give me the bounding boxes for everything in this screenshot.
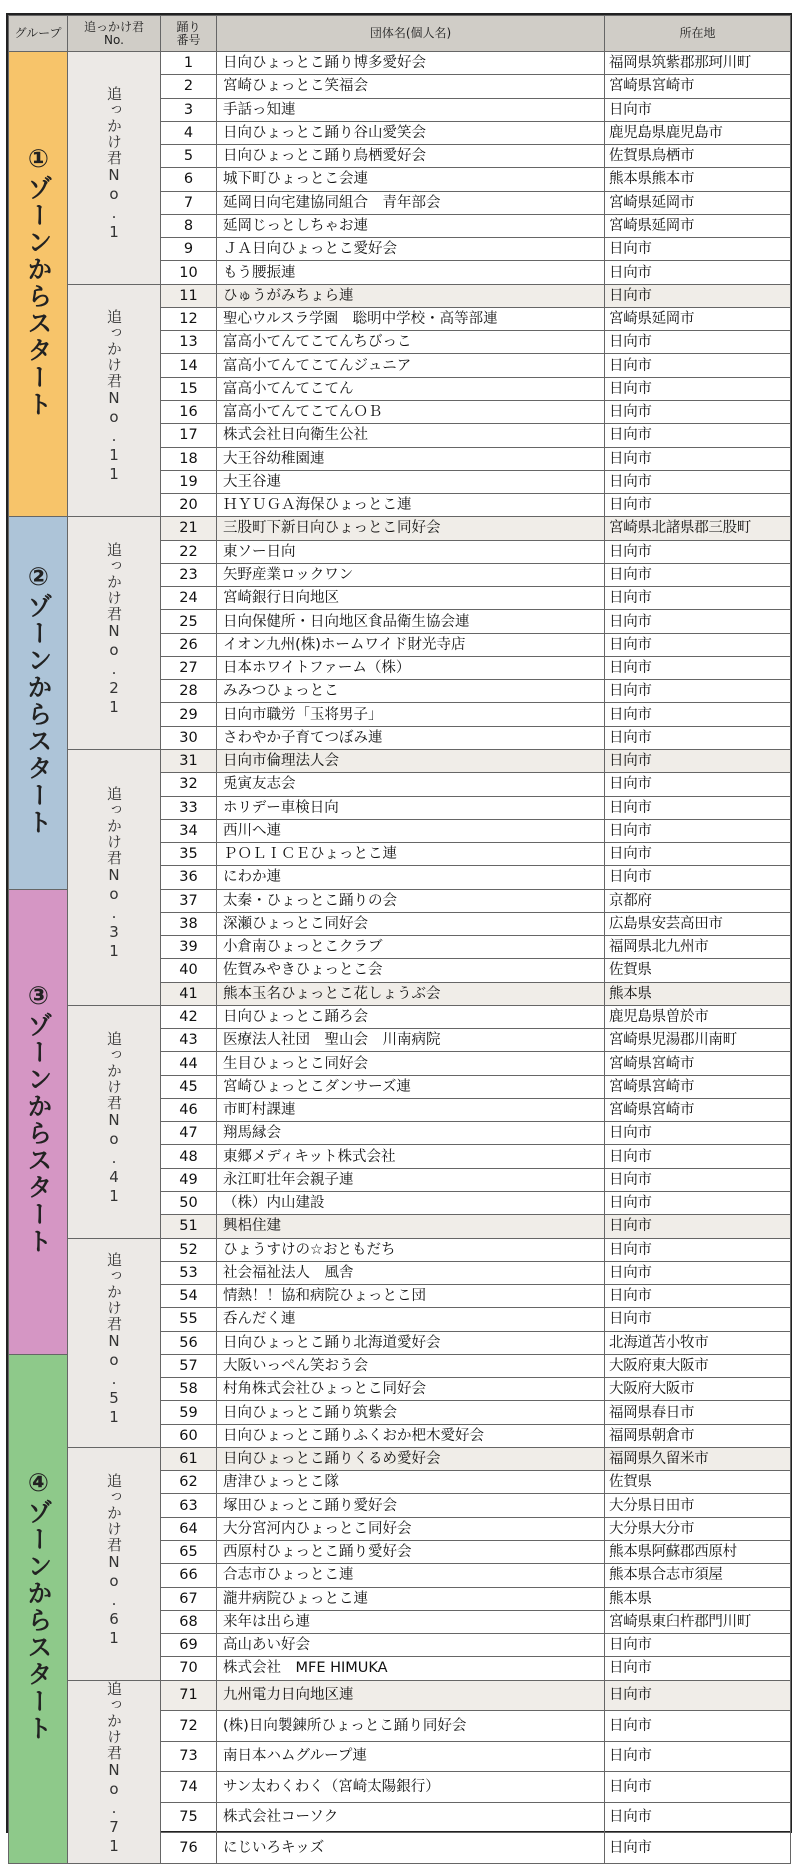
odori-number: 53	[161, 1261, 217, 1284]
team-name: 大王谷連	[217, 470, 605, 493]
table-body	[9, 52, 791, 1864]
team-name: にじいろキッズ	[217, 1833, 605, 1864]
location: 日向市	[605, 749, 791, 772]
team-name: さわやか子育てつぼみ連	[217, 726, 605, 749]
odori-number: 17	[161, 424, 217, 447]
location: 熊本県熊本市	[605, 168, 791, 191]
location: 宮崎県児湯郡川南町	[605, 1029, 791, 1052]
participant-table-frame	[6, 13, 792, 1856]
zone-label: ②ゾーンからスタート	[24, 562, 53, 837]
team-name: 富高小てんてこてんＯＢ	[217, 400, 605, 423]
odori-number: 18	[161, 447, 217, 470]
team-name: 日向市職労「玉将男子」	[217, 703, 605, 726]
team-name: にわか連	[217, 866, 605, 889]
team-name: ＪＡ日向ひょっとこ愛好会	[217, 238, 605, 261]
location: 日向市	[605, 1308, 791, 1331]
odori-number: 28	[161, 680, 217, 703]
team-name: 日向ひょっとこ踊りくるめ愛好会	[217, 1447, 605, 1470]
location: 北海道苫小牧市	[605, 1331, 791, 1354]
odori-number: 26	[161, 633, 217, 656]
team-name: 永江町壮年会親子連	[217, 1168, 605, 1191]
location: 日向市	[605, 587, 791, 610]
location: 日向市	[605, 819, 791, 842]
location: 日向市	[605, 98, 791, 121]
team-name: ＨＹＵＧＡ海保ひょっとこ連	[217, 494, 605, 517]
team-name: 宮崎銀行日向地区	[217, 587, 605, 610]
odori-number: 55	[161, 1308, 217, 1331]
team-name: (株)日向製錬所ひょっとこ踊り同好会	[217, 1711, 605, 1742]
location: 鹿児島県曽於市	[605, 1005, 791, 1028]
odori-number: 35	[161, 843, 217, 866]
location: 宮崎県延岡市	[605, 307, 791, 330]
odori-number: 45	[161, 1075, 217, 1098]
table-row	[9, 749, 791, 772]
team-name: 矢野産業ロックワン	[217, 563, 605, 586]
location: 宮崎県延岡市	[605, 191, 791, 214]
odori-number: 59	[161, 1401, 217, 1424]
zone-group-cell	[9, 889, 68, 1354]
team-name: 日向ひょっとこ踊ろ会	[217, 1005, 605, 1028]
odori-number: 25	[161, 610, 217, 633]
team-name: 太秦・ひょっとこ踊りの会	[217, 889, 605, 912]
location: 大分県大分市	[605, 1517, 791, 1540]
location: 日向市	[605, 796, 791, 819]
odori-number: 65	[161, 1541, 217, 1564]
zone-label: ③ゾーンからスタート	[24, 981, 53, 1256]
location: 宮崎県宮崎市	[605, 1052, 791, 1075]
location: 日向市	[605, 284, 791, 307]
location: 日向市	[605, 563, 791, 586]
team-name: 村角株式会社ひょっとこ同好会	[217, 1378, 605, 1401]
zone-group-cell	[9, 52, 68, 517]
oikake-label: 追っかけ君No.31	[105, 786, 123, 962]
odori-number: 2	[161, 75, 217, 98]
oikake-label: 追っかけ君No.1	[105, 86, 123, 243]
location: 日向市	[605, 1711, 791, 1742]
odori-number: 33	[161, 796, 217, 819]
location: 福岡県筑紫郡那珂川町	[605, 52, 791, 75]
odori-number: 47	[161, 1122, 217, 1145]
odori-number: 51	[161, 1215, 217, 1238]
odori-number: 40	[161, 959, 217, 982]
odori-number: 23	[161, 563, 217, 586]
location: 佐賀県鳥栖市	[605, 145, 791, 168]
team-name: 富高小てんてこてんちびっこ	[217, 331, 605, 354]
team-name: 日向ひょっとこ踊り鳥栖愛好会	[217, 145, 605, 168]
team-name: （株）内山建設	[217, 1192, 605, 1215]
odori-number: 34	[161, 819, 217, 842]
team-name: 深瀬ひょっとこ同好会	[217, 912, 605, 935]
location: 日向市	[605, 1833, 791, 1864]
team-name: 三股町下新日向ひょっとこ同好会	[217, 517, 605, 540]
oikake-label: 追っかけ君No.41	[105, 1030, 123, 1206]
team-name: ＰＯＬＩＣＥひょっとこ連	[217, 843, 605, 866]
odori-number: 68	[161, 1610, 217, 1633]
team-name: 聖心ウルスラ学園 聡明中学校・高等部連	[217, 307, 605, 330]
odori-number: 39	[161, 936, 217, 959]
odori-number: 13	[161, 331, 217, 354]
team-name: 宮崎ひょっとこダンサーズ連	[217, 1075, 605, 1098]
odori-number: 8	[161, 214, 217, 237]
team-name: 南日本ハムグループ連	[217, 1741, 605, 1772]
header-location: 所在地	[605, 16, 791, 52]
oikake-label: 追っかけ君No.71	[105, 1680, 123, 1856]
odori-number: 16	[161, 400, 217, 423]
location: 熊本県	[605, 982, 791, 1005]
odori-number: 6	[161, 168, 217, 191]
team-name: 生目ひょっとこ同好会	[217, 1052, 605, 1075]
location: 日向市	[605, 470, 791, 493]
team-name: 西原村ひょっとこ踊り愛好会	[217, 1541, 605, 1564]
location: 宮崎県東臼杵郡門川町	[605, 1610, 791, 1633]
team-name: ひゅうがみちょら連	[217, 284, 605, 307]
odori-number: 56	[161, 1331, 217, 1354]
zone-group-cell	[9, 517, 68, 889]
team-name: 市町村課連	[217, 1098, 605, 1121]
odori-number: 75	[161, 1802, 217, 1833]
location: 宮崎県宮崎市	[605, 1098, 791, 1121]
location: 日向市	[605, 1192, 791, 1215]
odori-number: 48	[161, 1145, 217, 1168]
odori-number: 22	[161, 540, 217, 563]
team-name: 東郷メディキット株式会社	[217, 1145, 605, 1168]
location: 日向市	[605, 261, 791, 284]
odori-number: 61	[161, 1447, 217, 1470]
team-name: サン太わくわく（宮崎太陽銀行）	[217, 1772, 605, 1803]
location: 日向市	[605, 1741, 791, 1772]
location: 宮崎県北諸県郡三股町	[605, 517, 791, 540]
team-name: 東ソー日向	[217, 540, 605, 563]
odori-number: 21	[161, 517, 217, 540]
odori-number: 9	[161, 238, 217, 261]
team-name: 株式会社 MFE HIMUKA	[217, 1657, 605, 1680]
team-name: 翔馬縁会	[217, 1122, 605, 1145]
location: 日向市	[605, 726, 791, 749]
odori-number: 4	[161, 121, 217, 144]
location: 日向市	[605, 354, 791, 377]
header-group: グループ	[9, 16, 68, 52]
team-name: 富高小てんてこてん	[217, 377, 605, 400]
team-name: 来年は出ら連	[217, 1610, 605, 1633]
odori-number: 5	[161, 145, 217, 168]
odori-number: 1	[161, 52, 217, 75]
location: 日向市	[605, 610, 791, 633]
table-row	[9, 284, 791, 307]
odori-number: 69	[161, 1634, 217, 1657]
team-name: ホリデー車検日向	[217, 796, 605, 819]
location: 日向市	[605, 540, 791, 563]
location: 大阪府大阪市	[605, 1378, 791, 1401]
team-name: 合志市ひょっとこ連	[217, 1564, 605, 1587]
table-header-row	[9, 16, 791, 52]
table-row	[9, 1005, 791, 1028]
odori-number: 72	[161, 1711, 217, 1742]
location: 日向市	[605, 1261, 791, 1284]
odori-number: 31	[161, 749, 217, 772]
location: 福岡県朝倉市	[605, 1424, 791, 1447]
location: 日向市	[605, 1772, 791, 1803]
odori-number: 44	[161, 1052, 217, 1075]
oikake-group-cell	[68, 284, 161, 517]
odori-number: 74	[161, 1772, 217, 1803]
odori-number: 11	[161, 284, 217, 307]
odori-number: 32	[161, 773, 217, 796]
team-name: 城下町ひょっとこ会連	[217, 168, 605, 191]
location: 日向市	[605, 377, 791, 400]
team-name: 日向保健所・日向地区食品衛生協会連	[217, 610, 605, 633]
team-name: 延岡日向宅建協同組合 青年部会	[217, 191, 605, 214]
location: 佐賀県	[605, 959, 791, 982]
team-name: イオン九州(株)ホームワイド財光寺店	[217, 633, 605, 656]
team-name: 小倉南ひょっとこクラブ	[217, 936, 605, 959]
team-name: 佐賀みやきひょっとこ会	[217, 959, 605, 982]
oikake-group-cell	[68, 52, 161, 285]
odori-number: 58	[161, 1378, 217, 1401]
odori-number: 73	[161, 1741, 217, 1772]
odori-number: 63	[161, 1494, 217, 1517]
team-name: ひょうすけの☆おともだち	[217, 1238, 605, 1261]
odori-number: 30	[161, 726, 217, 749]
team-name: 大王谷幼稚園連	[217, 447, 605, 470]
location: 日向市	[605, 1285, 791, 1308]
table-row	[9, 1680, 791, 1711]
team-name: 高山あい好会	[217, 1634, 605, 1657]
oikake-group-cell	[68, 1447, 161, 1680]
location: 宮崎県宮崎市	[605, 75, 791, 98]
team-name: 社会福祉法人 風舎	[217, 1261, 605, 1284]
odori-number: 12	[161, 307, 217, 330]
location: 日向市	[605, 656, 791, 679]
location: 大阪府東大阪市	[605, 1354, 791, 1377]
odori-number: 20	[161, 494, 217, 517]
location: 日向市	[605, 1680, 791, 1711]
header-team-name: 団体名(個人名)	[217, 16, 605, 52]
zone-label: ④ゾーンからスタート	[24, 1468, 53, 1743]
odori-number: 52	[161, 1238, 217, 1261]
team-name: 唐津ひょっとこ隊	[217, 1471, 605, 1494]
team-name: 宮崎ひょっとこ笑福会	[217, 75, 605, 98]
table-row	[9, 1447, 791, 1470]
team-name: 九州電力日向地区連	[217, 1680, 605, 1711]
location: 日向市	[605, 400, 791, 423]
location: 熊本県阿蘇郡西原村	[605, 1541, 791, 1564]
odori-number: 54	[161, 1285, 217, 1308]
odori-number: 46	[161, 1098, 217, 1121]
team-name: 西川へ連	[217, 819, 605, 842]
oikake-group-cell	[68, 517, 161, 750]
odori-number: 42	[161, 1005, 217, 1028]
table-row	[9, 517, 791, 540]
odori-number: 67	[161, 1587, 217, 1610]
odori-number: 19	[161, 470, 217, 493]
location: 日向市	[605, 1215, 791, 1238]
odori-number: 38	[161, 912, 217, 935]
location: 大分県日田市	[605, 1494, 791, 1517]
location: 熊本県合志市須屋	[605, 1564, 791, 1587]
team-name: 呑んだく連	[217, 1308, 605, 1331]
team-name: 熊本玉名ひょっとこ花しょうぶ会	[217, 982, 605, 1005]
team-name: 塚田ひょっとこ踊り愛好会	[217, 1494, 605, 1517]
location: 熊本県	[605, 1587, 791, 1610]
odori-number: 50	[161, 1192, 217, 1215]
team-name: 手話っ知連	[217, 98, 605, 121]
odori-number: 36	[161, 866, 217, 889]
oikake-group-cell	[68, 1005, 161, 1238]
team-name: 延岡じっとしちゃお連	[217, 214, 605, 237]
team-name: 大阪いっぺん笑おう会	[217, 1354, 605, 1377]
team-name: 興梠住建	[217, 1215, 605, 1238]
location: 日向市	[605, 494, 791, 517]
team-name: 兎寅友志会	[217, 773, 605, 796]
odori-number: 66	[161, 1564, 217, 1587]
location: 日向市	[605, 843, 791, 866]
team-name: 日向ひょっとこ踊りふくおか杷木愛好会	[217, 1424, 605, 1447]
location: 日向市	[605, 331, 791, 354]
odori-number: 60	[161, 1424, 217, 1447]
team-name: 株式会社日向衛生公社	[217, 424, 605, 447]
location: 日向市	[605, 1145, 791, 1168]
team-name: 日向ひょっとこ踊り北海道愛好会	[217, 1331, 605, 1354]
team-name: 医療法人社団 聖山会 川南病院	[217, 1029, 605, 1052]
location: 福岡県春日市	[605, 1401, 791, 1424]
odori-number: 41	[161, 982, 217, 1005]
team-name: 日向市倫理法人会	[217, 749, 605, 772]
header-oikake: 追っかけ君 No.	[68, 16, 161, 52]
team-name: 日本ホワイトファーム（株）	[217, 656, 605, 679]
odori-number: 27	[161, 656, 217, 679]
location: 福岡県久留米市	[605, 1447, 791, 1470]
location: 日向市	[605, 1168, 791, 1191]
team-name: 瀧井病院ひょっとこ連	[217, 1587, 605, 1610]
location: 宮崎県延岡市	[605, 214, 791, 237]
oikake-group-cell	[68, 1680, 161, 1863]
location: 日向市	[605, 633, 791, 656]
odori-number: 64	[161, 1517, 217, 1540]
oikake-label: 追っかけ君No.11	[105, 309, 123, 485]
location: 日向市	[605, 1238, 791, 1261]
odori-number: 76	[161, 1833, 217, 1864]
odori-number: 15	[161, 377, 217, 400]
location: 日向市	[605, 703, 791, 726]
odori-number: 43	[161, 1029, 217, 1052]
location: 京都府	[605, 889, 791, 912]
odori-number: 7	[161, 191, 217, 214]
odori-number: 70	[161, 1657, 217, 1680]
team-name: 株式会社コーソク	[217, 1802, 605, 1833]
location: 日向市	[605, 866, 791, 889]
location: 日向市	[605, 447, 791, 470]
location: 日向市	[605, 424, 791, 447]
odori-number: 29	[161, 703, 217, 726]
odori-number: 57	[161, 1354, 217, 1377]
table-row	[9, 52, 791, 75]
odori-number: 10	[161, 261, 217, 284]
odori-number: 49	[161, 1168, 217, 1191]
odori-number: 37	[161, 889, 217, 912]
participant-table	[8, 15, 791, 1864]
location: 鹿児島県鹿児島市	[605, 121, 791, 144]
team-name: 日向ひょっとこ踊り谷山愛笑会	[217, 121, 605, 144]
location: 日向市	[605, 1634, 791, 1657]
zone-label: ①ゾーンからスタート	[24, 143, 53, 418]
odori-number: 24	[161, 587, 217, 610]
location: 日向市	[605, 1657, 791, 1680]
oikake-group-cell	[68, 1238, 161, 1447]
team-name: 富高小てんてこてんジュニア	[217, 354, 605, 377]
location: 福岡県北九州市	[605, 936, 791, 959]
location: 宮崎県宮崎市	[605, 1075, 791, 1098]
team-name: 大分宮河内ひょっとこ同好会	[217, 1517, 605, 1540]
team-name: 情熱！！協和病院ひょっとこ団	[217, 1285, 605, 1308]
odori-number: 3	[161, 98, 217, 121]
oikake-label: 追っかけ君No.51	[105, 1251, 123, 1427]
team-name: みみつひょっとこ	[217, 680, 605, 703]
odori-number: 14	[161, 354, 217, 377]
location: 日向市	[605, 238, 791, 261]
location: 広島県安芸高田市	[605, 912, 791, 935]
location: 佐賀県	[605, 1471, 791, 1494]
zone-group-cell	[9, 1354, 68, 1863]
odori-number: 71	[161, 1680, 217, 1711]
location: 日向市	[605, 1122, 791, 1145]
team-name: 日向ひょっとこ踊り博多愛好会	[217, 52, 605, 75]
oikake-label: 追っかけ君No.61	[105, 1472, 123, 1648]
team-name: もう腰振連	[217, 261, 605, 284]
oikake-label: 追っかけ君No.21	[105, 542, 123, 718]
location: 日向市	[605, 773, 791, 796]
location: 日向市	[605, 680, 791, 703]
table-row	[9, 1238, 791, 1261]
oikake-group-cell	[68, 749, 161, 1005]
location: 日向市	[605, 1802, 791, 1833]
team-name: 日向ひょっとこ踊り筑紫会	[217, 1401, 605, 1424]
header-odori-number: 踊り 番号	[161, 16, 217, 52]
odori-number: 62	[161, 1471, 217, 1494]
